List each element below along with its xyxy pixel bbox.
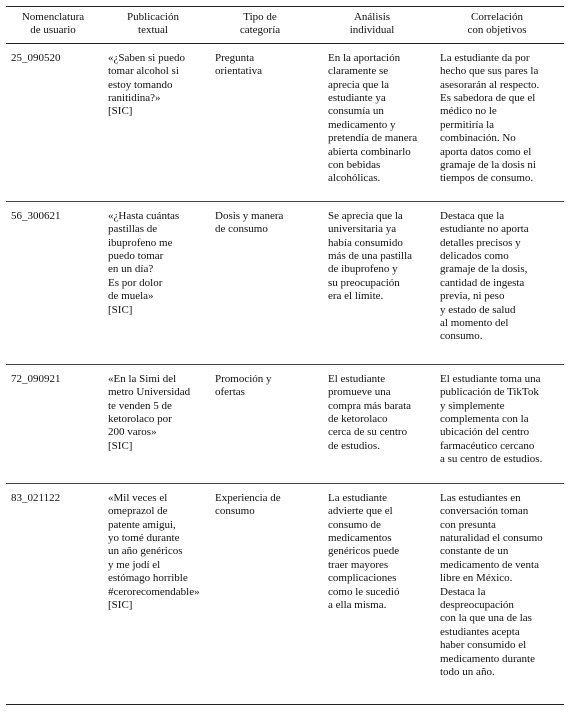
cell-publicacion: «Mil veces el omeprazol de patente amigui, yo tomé durante un año genéricos y me jodí el estómago horrible #cerorecomendable» [SIC] — [100, 483, 206, 704]
header-correlacion: Correlación con objetivos — [430, 7, 564, 44]
cell-publicacion: «¿Hasta cuántas pastillas de ibuprofeno me puedo tomar en un día? Es por dolor de muela» [SIC] — [100, 201, 206, 364]
table-row — [6, 201, 564, 364]
header-analisis: Análisis individual — [314, 7, 430, 44]
cell-categoria: Dosis y manera de consumo — [206, 201, 314, 364]
header-nomenclatura: Nomenclatura de usuario — [6, 7, 100, 44]
table-row — [6, 43, 564, 201]
cell-publicacion: «En la Simi del metro Universidad te venden 5 de ketorolaco por 200 varos» [SIC] — [100, 364, 206, 483]
header-publicacion: Publicación textual — [100, 7, 206, 44]
cell-analisis: El estudiante promueve una compra más barata de ketorolaco cerca de su centro de estudios. — [314, 364, 430, 483]
cell-correlacion: El estudiante toma una publicación de TikTok y simplemente complementa con la ubicación del centro farmacéutico cercano a su centro de estudios. — [430, 364, 564, 483]
cell-analisis: La estudiante advierte que el consumo de medicamentos genéricos puede traer mayores complicaciones como le sucedió a ella misma. — [314, 483, 430, 704]
analysis-table — [6, 6, 564, 705]
cell-correlacion: Las estudiantes en conversación toman con presunta naturalidad el consumo constante de un medicamento de venta libre en México. Destaca la despreocupación con la que una de las estudiantes acepta haber consumido el medicamento durante todo un año. — [430, 483, 564, 704]
cell-analisis: En la aportación claramente se aprecia que la estudiante ya consumía un medicamento y pretendía de manera abierta combinarlo con bebidas alcohólicas. — [314, 43, 430, 201]
table-row — [6, 364, 564, 483]
cell-user-id: 72_090921 — [6, 364, 100, 483]
cell-publicacion: «¿Saben si puedo tomar alcohol si estoy tomando ranitidina?» [SIC] — [100, 43, 206, 201]
header-categoria: Tipo de categoría — [206, 7, 314, 44]
table-row — [6, 483, 564, 704]
cell-user-id: 83_021122 — [6, 483, 100, 704]
cell-categoria: Promoción y ofertas — [206, 364, 314, 483]
cell-correlacion: La estudiante da por hecho que sus pares la asesorarán al respecto. Es sabedora de que el médico no le permitiría la combinación. No aporta datos como el gramaje de la dosis ni tiempos de consumo. — [430, 43, 564, 201]
cell-categoria: Experiencia de consumo — [206, 483, 314, 704]
cell-correlacion: Destaca que la estudiante no aporta detalles precisos y delicados como gramaje de la dosis, cantidad de ingesta previa, ni peso y estado de salud al momento del consumo. — [430, 201, 564, 364]
cell-user-id: 56_300621 — [6, 201, 100, 364]
table-header-row — [6, 7, 564, 44]
cell-analisis: Se aprecia que la universitaria ya había consumido más de una pastilla de ibuprofeno y su preocupación era el límite. — [314, 201, 430, 364]
cell-categoria: Pregunta orientativa — [206, 43, 314, 201]
cell-user-id: 25_090520 — [6, 43, 100, 201]
